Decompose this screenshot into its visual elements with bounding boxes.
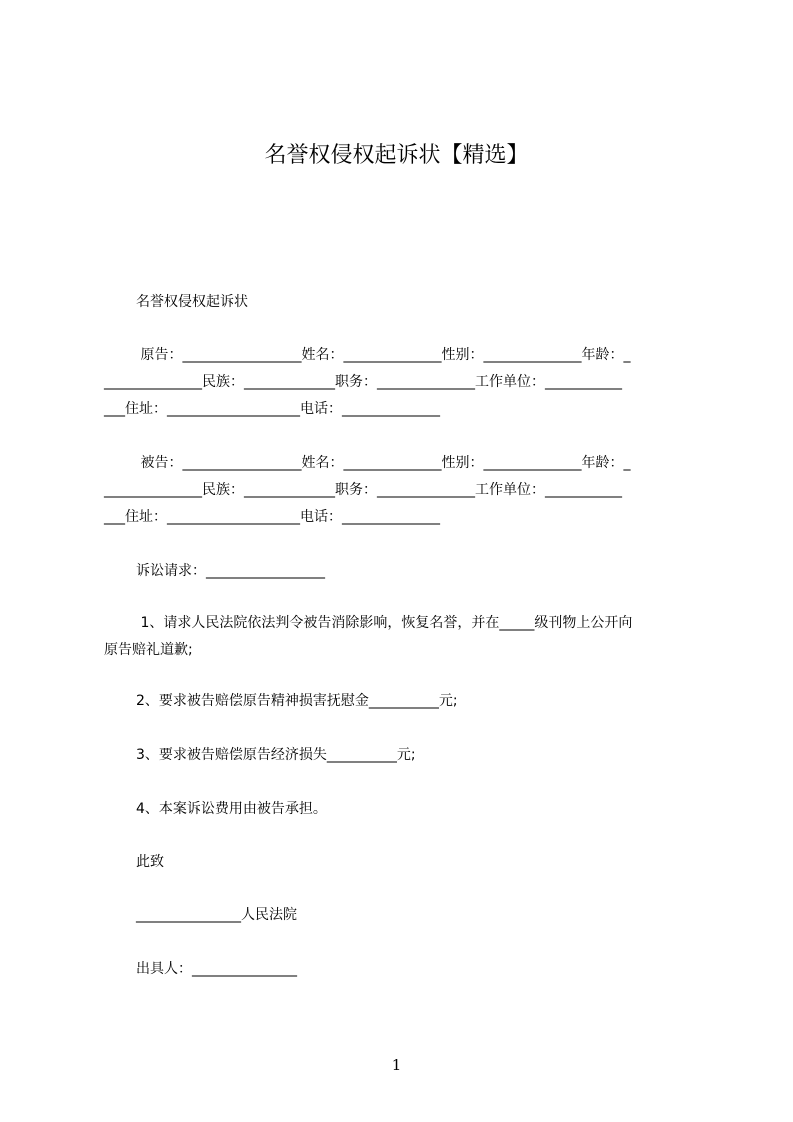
defendant-line-2: ______________民族：_____________职务：______________工作单位：___________ bbox=[104, 482, 622, 498]
closing-salutation: 此致 bbox=[136, 854, 164, 870]
plaintiff-line-2: ______________民族：_____________职务：______________工作单位：___________ bbox=[104, 374, 622, 390]
claim-item-2: 2、要求被告赔偿原告精神损害抚慰金__________元; bbox=[136, 693, 458, 709]
document-title: 名誉权侵权起诉状【精选】 bbox=[264, 143, 529, 168]
claim-item-3: 3、要求被告赔偿原告经济损失__________元; bbox=[136, 747, 416, 763]
defendant-line-1: 被告：_________________姓名：______________性别：______________年龄：_ bbox=[136, 455, 631, 471]
closing-issuer: 出具人：_______________ bbox=[136, 961, 297, 977]
claim-item-1-line-2: 原告赔礼道歉; bbox=[104, 642, 193, 658]
plaintiff-line-1: 原告：_________________姓名：______________性别：______________年龄：_ bbox=[136, 347, 631, 363]
closing-court: _______________人民法院 bbox=[136, 907, 297, 923]
complaint-heading: 名誉权侵权起诉状 bbox=[136, 294, 248, 310]
plaintiff-line-3: ___住址：___________________电话：______________ bbox=[104, 401, 440, 417]
page-number: 1 bbox=[391, 1056, 402, 1074]
defendant-line-3: ___住址：___________________电话：______________ bbox=[104, 509, 440, 525]
claims-heading: 诉讼请求：_________________ bbox=[136, 563, 325, 579]
claim-item-1-line-1: 1、请求人民法院依法判令被告消除影响，恢复名誉，并在_____级刊物上公开向 bbox=[136, 615, 633, 631]
claim-item-4: 4、本案诉讼费用由被告承担。 bbox=[136, 801, 327, 817]
